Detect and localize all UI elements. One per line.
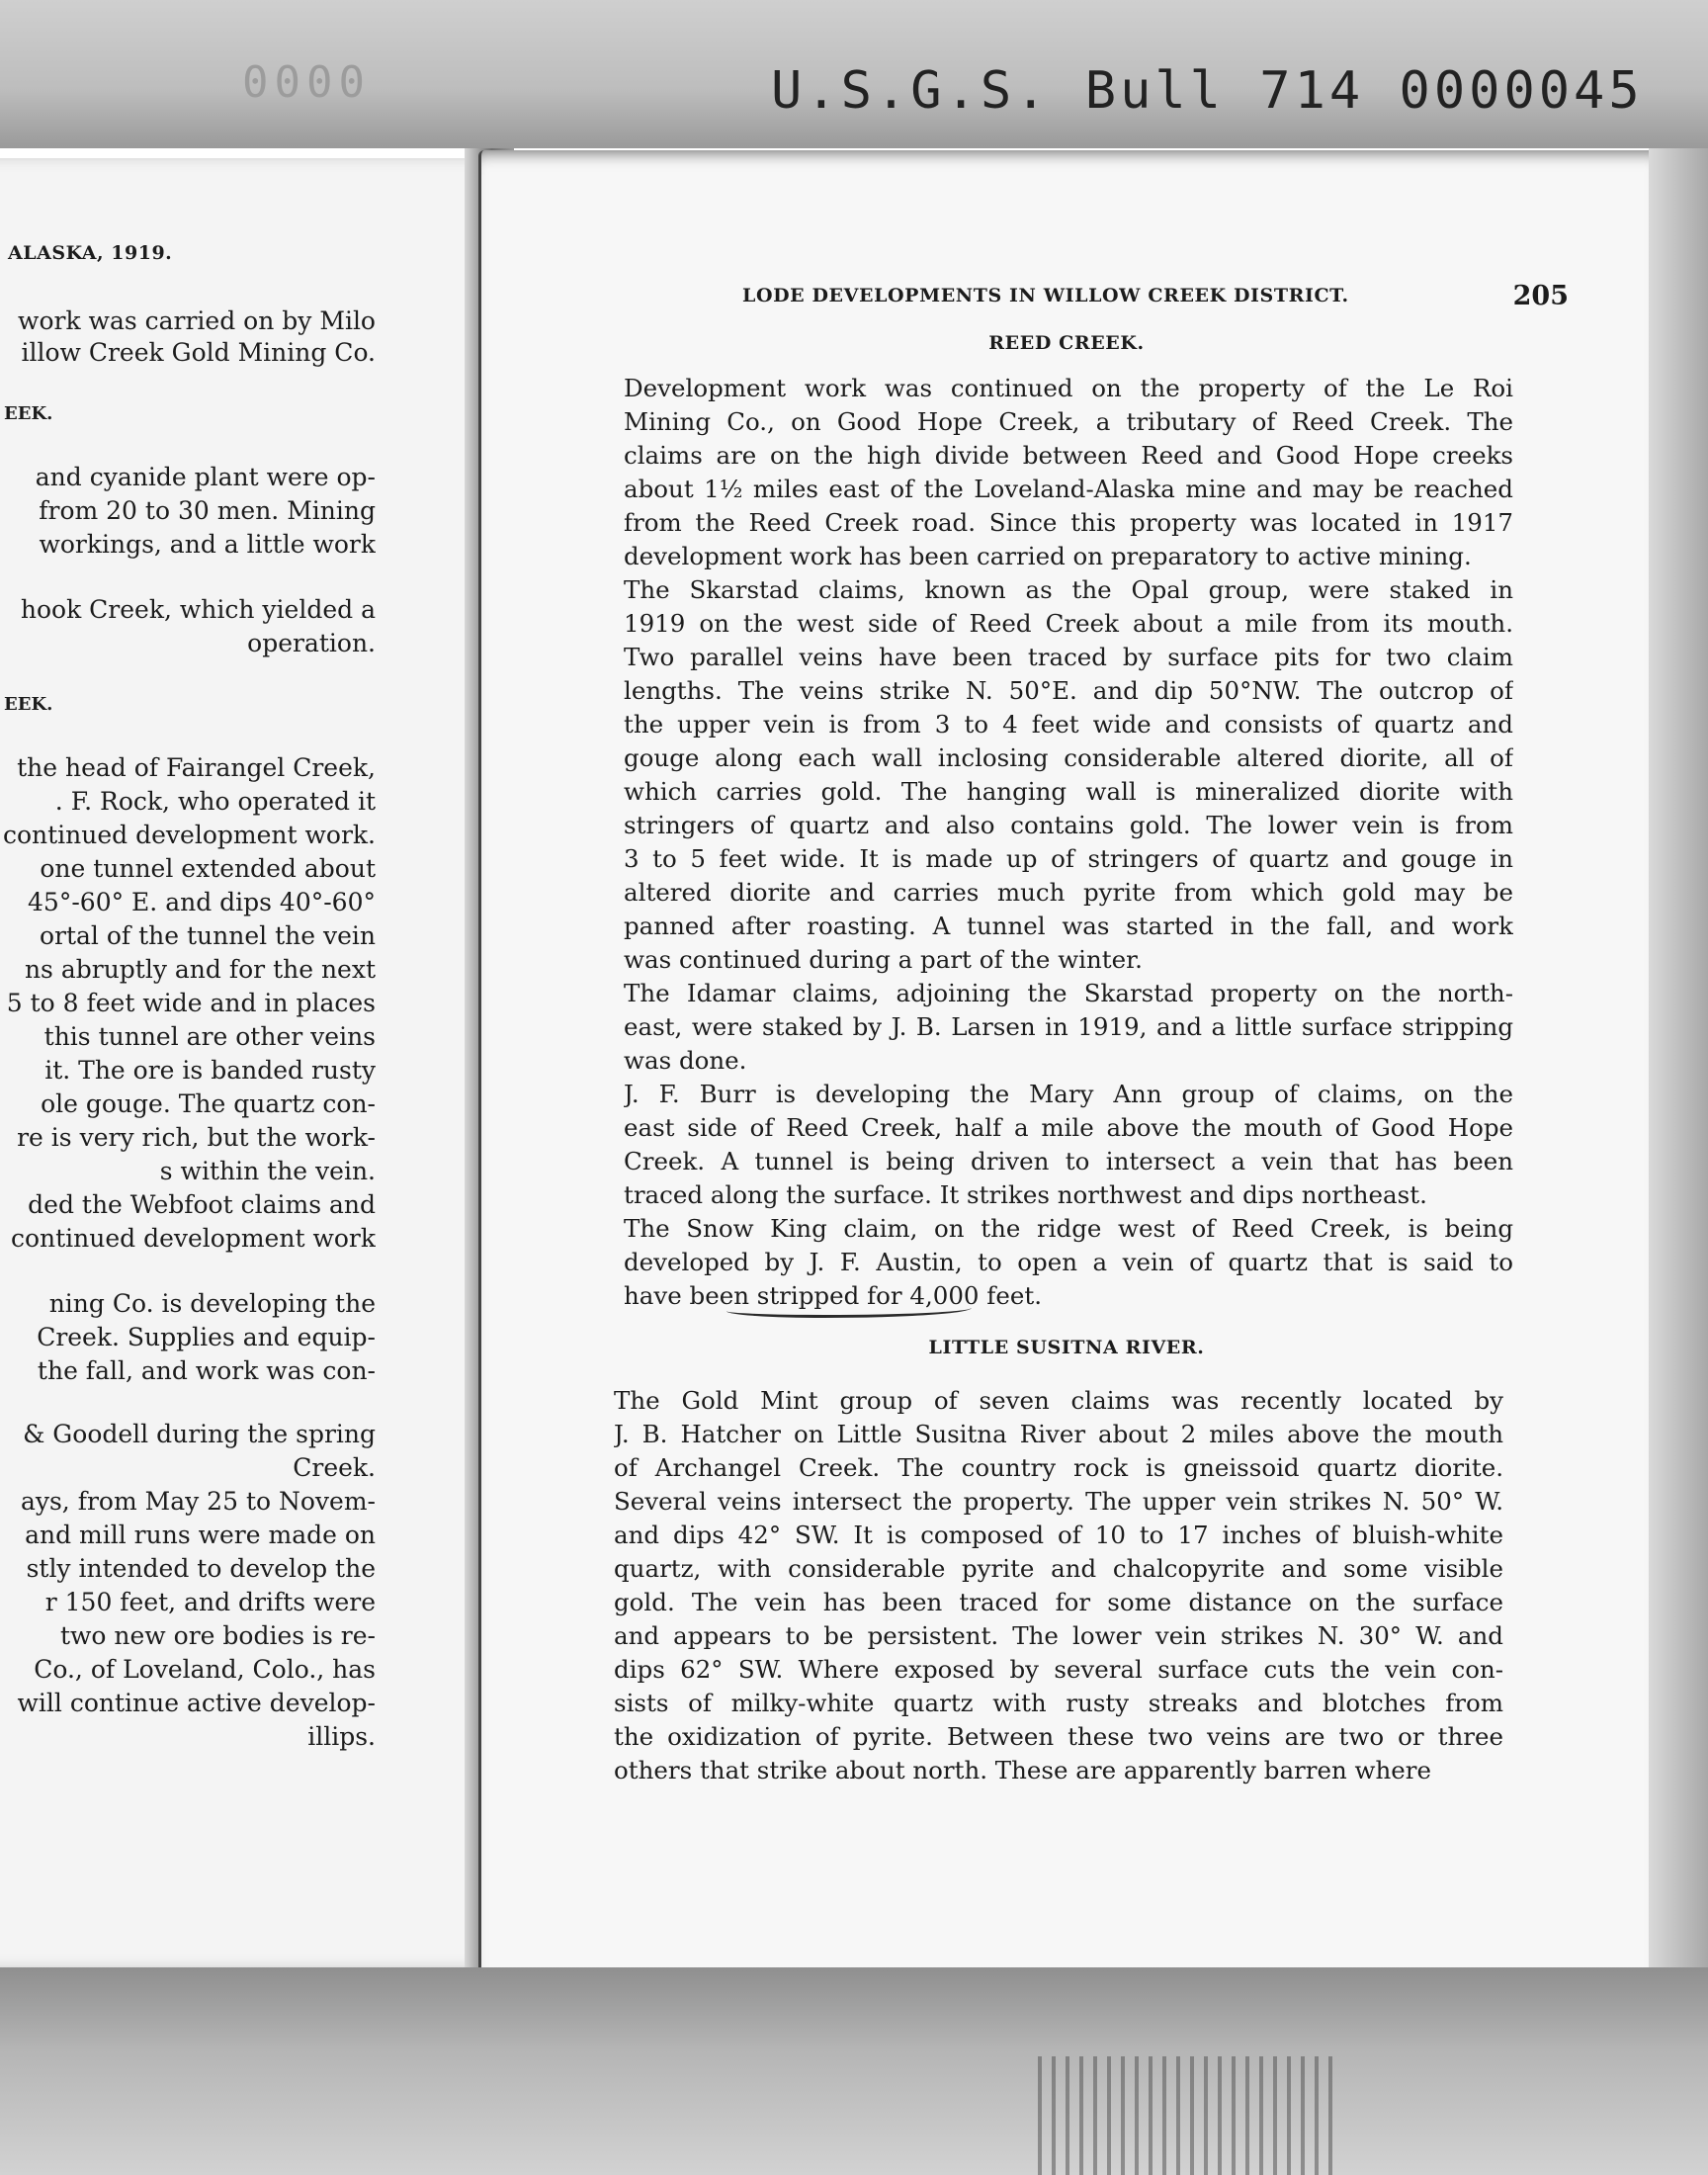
left-text-line: operation. [247, 629, 376, 657]
left-text-line: ole gouge. The quartz con- [41, 1089, 376, 1118]
left-text-line: 45°-60° E. and dips 40°-60° [28, 888, 376, 916]
page-number: 205 [1512, 281, 1569, 311]
text-line: Creek. A tunnel is being driven to intersect a vein that has been [624, 1147, 1513, 1175]
text-line: and dips 42° SW. It is composed of 10 to 17 inches of bluish-white [614, 1521, 1503, 1549]
handwritten-annotation: U.S.G.S. Bull 714 0000045 [771, 61, 1644, 121]
left-section-heading: EEK. [4, 403, 53, 424]
left-text-line: and cyanide plant were op- [35, 463, 376, 491]
text-line: about 1½ miles east of the Loveland-Alaska mine and may be reached [624, 475, 1513, 503]
text-line: traced along the surface. It strikes northwest and dips northeast. [624, 1180, 1427, 1209]
left-text-line: illips. [307, 1722, 376, 1751]
left-text-line: continued development work. [2, 821, 376, 849]
left-text-line: r 150 feet, and drifts were [44, 1588, 376, 1616]
text-line: have been stripped for 4,000 feet. [624, 1281, 1043, 1310]
text-line: gouge along each wall inclosing considerable altered diorite, all of [624, 743, 1513, 772]
text-line: altered diorite and carries much pyrite from which gold may be [624, 878, 1513, 907]
text-line: and appears to be persistent. The lower vein strikes N. 30° W. and [614, 1621, 1503, 1650]
left-text-line: ortal of the tunnel the vein [39, 921, 376, 950]
text-line: stringers of quartz and also contains gold. The lower vein is from [624, 811, 1513, 839]
text-line: east, were staked by J. B. Larsen in 1919, and a little surface stripping [624, 1012, 1513, 1041]
text-line: from the Reed Creek road. Since this property was located in 1917 [624, 508, 1513, 537]
text-line: gold. The vein has been traced for some distance on the surface [614, 1588, 1503, 1616]
reed-creek-text [624, 372, 1513, 1313]
text-line: Two parallel veins have been traced by surface pits for two claim [624, 643, 1513, 671]
text-line: the oxidization of pyrite. Between these two veins are two or three [614, 1722, 1503, 1751]
right-page [478, 150, 1652, 1979]
left-text-line: stly intended to develop the [26, 1554, 376, 1583]
scan-bottom-shadow [0, 1967, 1708, 2175]
left-text-line: 5 to 8 feet wide and in places [6, 989, 376, 1017]
text-line: was continued during a part of the winter. [624, 945, 1143, 974]
text-line: developed by J. F. Austin, to open a vein of quartz that is said to [624, 1248, 1513, 1276]
text-line: The Snow King claim, on the ridge west of Reed Creek, is being [624, 1214, 1513, 1243]
text-line: panned after roasting. A tunnel was started in the fall, and work [624, 912, 1513, 940]
left-text-line: illow Creek Gold Mining Co. [21, 338, 376, 367]
left-page [0, 158, 502, 1967]
scan-artifact-stripes [1038, 2056, 1334, 2175]
text-line: The Idamar claims, adjoining the Skarstad property on the north- [624, 979, 1513, 1007]
text-line: was done. [624, 1046, 747, 1075]
left-text-line: Co., of Loveland, Colo., has [34, 1655, 376, 1684]
little-susitna-text [614, 1384, 1503, 1787]
text-line: J. F. Burr is developing the Mary Ann group of claims, on the [624, 1080, 1513, 1108]
pencil-underline [726, 1301, 972, 1318]
left-text-line: two new ore bodies is re- [59, 1621, 376, 1650]
scan-right-edge [1649, 148, 1708, 1977]
left-running-head: ALASKA, 1919. [8, 242, 173, 264]
left-text-line: ays, from May 25 to Novem- [20, 1487, 376, 1516]
running-head [742, 281, 1569, 310]
text-line: others that strike about north. These are apparently barren where [614, 1756, 1432, 1784]
left-text-line: work was carried on by Milo [18, 306, 376, 335]
running-title: LODE DEVELOPMENTS IN WILLOW CREEK DISTRICT. [742, 285, 1349, 306]
left-text-line: Creek. [293, 1453, 376, 1482]
left-text-line: ning Co. is developing the [48, 1289, 376, 1318]
text-line: development work has been carried on preparatory to active mining. [624, 542, 1472, 570]
text-line: the upper vein is from 3 to 4 feet wide and consists of quartz and [624, 710, 1513, 739]
text-line: quartz, with considerable pyrite and chalcopyrite and some visible [614, 1554, 1503, 1583]
text-line: sists of milky-white quartz with rusty streaks and blotches from [614, 1689, 1503, 1717]
text-line: The Gold Mint group of seven claims was recently located by [614, 1386, 1503, 1415]
left-text-line: re is very rich, but the work- [17, 1123, 376, 1152]
text-line: Mining Co., on Good Hope Creek, a tributary of Reed Creek. The [624, 407, 1513, 436]
left-text-line: ded the Webfoot claims and [28, 1190, 376, 1219]
text-line: The Skarstad claims, known as the Opal group, were staked in [624, 575, 1513, 604]
text-line: Several veins intersect the property. The upper vein strikes N. 50° W. [614, 1487, 1503, 1516]
text-line: claims are on the high divide between Reed and Good Hope creeks [624, 441, 1513, 470]
left-text-line: s within the vein. [159, 1157, 376, 1185]
text-line: lengths. The veins strike N. 50°E. and dip 50°NW. The outcrop of [624, 676, 1513, 705]
left-text-line: the head of Fairangel Creek, [17, 753, 376, 782]
text-line: 3 to 5 feet wide. It is made up of stringers of quartz and gouge in [624, 844, 1513, 873]
left-text-line: will continue active develop- [17, 1689, 376, 1717]
left-text-line: ns abruptly and for the next [24, 955, 376, 984]
left-text-line: Creek. Supplies and equip- [37, 1323, 376, 1351]
left-text-line: . F. Rock, who operated it [54, 787, 376, 816]
left-section-heading: EEK. [4, 694, 53, 715]
section-heading-little-susitna: LITTLE SUSITNA RIVER. [928, 1337, 1205, 1358]
text-line: of Archangel Creek. The country rock is gneissoid quartz diorite. [614, 1453, 1503, 1482]
left-text-line: one tunnel extended about [40, 854, 376, 883]
text-line: Development work was continued on the property of the Le Roi [624, 374, 1513, 402]
text-line: dips 62° SW. Where exposed by several surface cuts the vein con- [614, 1655, 1503, 1684]
text-line: J. B. Hatcher on Little Susitna River about 2 miles above the mouth [614, 1420, 1503, 1448]
text-line: which carries gold. The hanging wall is mineralized diorite with [624, 777, 1513, 806]
left-text-line: it. The ore is banded rusty [44, 1056, 376, 1085]
left-text-line: & Goodell during the spring [23, 1420, 376, 1448]
text-line: east side of Reed Creek, half a mile above the mouth of Good Hope [624, 1113, 1513, 1142]
left-text-line: the fall, and work was con- [37, 1356, 376, 1385]
ghost-stamp: 0000 [242, 57, 371, 108]
section-heading-reed-creek: REED CREEK. [988, 332, 1145, 354]
left-text-line: this tunnel are other veins [43, 1022, 376, 1051]
left-text-line: from 20 to 30 men. Mining [39, 496, 376, 525]
left-text-line: continued development work [10, 1224, 376, 1253]
text-line: 1919 on the west side of Reed Creek about a mile from its mouth. [624, 609, 1513, 638]
left-text-line: workings, and a little work [39, 530, 376, 559]
left-text-line: hook Creek, which yielded a [20, 595, 376, 624]
left-text-line: and mill runs were made on [25, 1521, 376, 1549]
